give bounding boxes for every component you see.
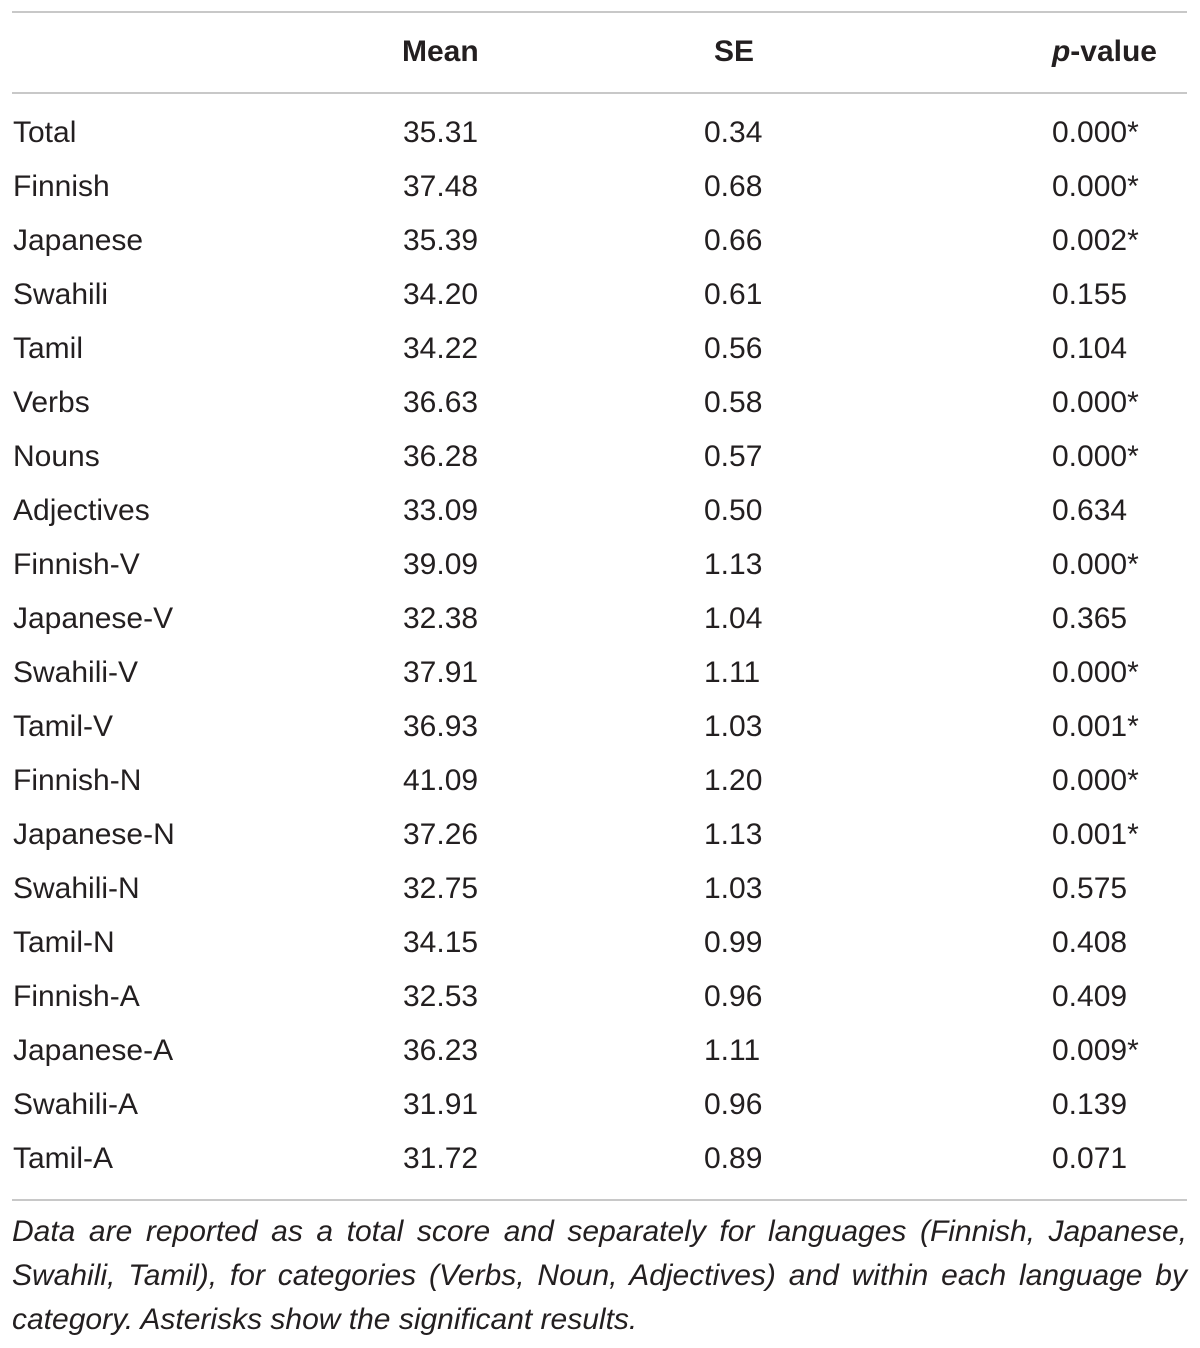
header-rule — [12, 92, 1187, 94]
mean-cell: 32.75 — [403, 872, 479, 905]
se-cell: 1.11 — [704, 1034, 761, 1067]
table-row — [0, 484, 1200, 538]
se-cell: 0.96 — [704, 1088, 763, 1121]
p-value-cell: 0.000* — [1052, 116, 1139, 149]
mean-cell: 34.15 — [403, 926, 479, 959]
p-value-cell: 0.365 — [1052, 602, 1128, 635]
se-cell: 0.89 — [704, 1142, 763, 1175]
table-row — [0, 268, 1200, 322]
se-cell: 1.20 — [704, 764, 763, 797]
row-label-cell: Swahili-A — [13, 1088, 139, 1121]
mean-cell: 32.38 — [403, 602, 479, 635]
row-label-cell: Finnish-A — [13, 980, 140, 1013]
p-value-cell: 0.104 — [1052, 332, 1128, 365]
p-value-suffix: -value — [1070, 35, 1157, 68]
row-label-cell: Swahili-N — [13, 872, 140, 905]
row-label-cell: Japanese-V — [13, 602, 174, 635]
p-value-cell: 0.139 — [1052, 1088, 1128, 1121]
row-label-cell: Tamil — [13, 332, 84, 365]
row-label-cell: Finnish-N — [13, 764, 142, 797]
p-value-cell: 0.408 — [1052, 926, 1128, 959]
p-value-italic-p: p — [1051, 35, 1071, 68]
table-row — [0, 808, 1200, 862]
row-label-cell: Finnish-V — [13, 548, 140, 581]
mean-cell: 34.22 — [403, 332, 479, 365]
p-value-cell: 0.000* — [1052, 440, 1139, 473]
se-cell: 0.99 — [704, 926, 763, 959]
se-cell: 0.66 — [704, 224, 763, 257]
se-cell: 1.03 — [704, 872, 763, 905]
table-bottom-rule — [12, 1199, 1187, 1201]
se-cell: 1.11 — [704, 656, 761, 689]
table-body — [0, 106, 1200, 1186]
table-row — [0, 916, 1200, 970]
mean-cell: 41.09 — [403, 764, 479, 797]
table-row — [0, 646, 1200, 700]
p-value-cell: 0.409 — [1052, 980, 1128, 1013]
table-row — [0, 862, 1200, 916]
table-top-rule — [12, 11, 1187, 13]
p-value-cell: 0.634 — [1052, 494, 1128, 527]
se-cell: 1.03 — [704, 710, 763, 743]
row-label-cell: Swahili-V — [13, 656, 139, 689]
se-cell: 0.61 — [704, 278, 763, 311]
mean-cell: 36.93 — [403, 710, 479, 743]
table-row — [0, 214, 1200, 268]
table-row — [0, 376, 1200, 430]
se-cell: 0.96 — [704, 980, 763, 1013]
p-value-cell: 0.002* — [1052, 224, 1139, 257]
table-row — [0, 970, 1200, 1024]
mean-cell: 36.63 — [403, 386, 479, 419]
row-label-cell: Tamil-N — [13, 926, 115, 959]
p-value-cell: 0.575 — [1052, 872, 1128, 905]
table-row — [0, 322, 1200, 376]
mean-cell: 34.20 — [403, 278, 479, 311]
mean-cell: 37.91 — [403, 656, 479, 689]
table-row — [0, 160, 1200, 214]
table-row — [0, 1024, 1200, 1078]
table-row — [0, 592, 1200, 646]
row-label-cell: Tamil-V — [13, 710, 114, 743]
se-cell: 1.13 — [704, 818, 763, 851]
row-label-cell: Adjectives — [13, 494, 150, 527]
p-value-cell: 0.000* — [1052, 764, 1139, 797]
column-header-p-value — [1052, 30, 1157, 74]
se-cell: 0.34 — [704, 116, 763, 149]
table-footnote: Data are reported as a total score and separately for languages (Finnish, Japanese, Swahili, Tamil), for categories (Verbs, Noun, Adjectives) and within each language by category. Asterisks show the significant results. — [12, 1215, 1187, 1336]
se-cell: 0.56 — [704, 332, 763, 365]
row-label-cell: Swahili — [13, 278, 109, 311]
mean-cell: 36.23 — [403, 1034, 479, 1067]
se-cell: 1.13 — [704, 548, 763, 581]
row-label-cell: Japanese-A — [13, 1034, 174, 1067]
table-row — [0, 538, 1200, 592]
mean-cell: 35.39 — [403, 224, 479, 257]
mean-cell: 33.09 — [403, 494, 479, 527]
mean-cell: 35.31 — [403, 116, 479, 149]
row-label-cell: Nouns — [13, 440, 100, 473]
se-cell: 1.04 — [704, 602, 763, 635]
mean-cell: 37.48 — [403, 170, 479, 203]
table-row — [0, 430, 1200, 484]
mean-cell: 36.28 — [403, 440, 479, 473]
table-row — [0, 1132, 1200, 1186]
mean-cell: 31.72 — [403, 1142, 479, 1175]
row-label-cell: Japanese — [13, 224, 144, 257]
column-header-se: SE — [714, 35, 755, 68]
se-cell: 0.50 — [704, 494, 763, 527]
p-value-cell: 0.009* — [1052, 1034, 1139, 1067]
table-row — [0, 106, 1200, 160]
p-value-cell: 0.001* — [1052, 710, 1139, 743]
p-value-cell: 0.001* — [1052, 818, 1139, 851]
p-value-cell: 0.155 — [1052, 278, 1128, 311]
mean-cell: 31.91 — [403, 1088, 479, 1121]
p-value-cell: 0.000* — [1052, 548, 1139, 581]
p-value-cell: 0.000* — [1052, 656, 1139, 689]
table-row — [0, 754, 1200, 808]
row-label-cell: Finnish — [13, 170, 110, 203]
table-row — [0, 1078, 1200, 1132]
p-value-cell: 0.000* — [1052, 386, 1139, 419]
mean-cell: 32.53 — [403, 980, 479, 1013]
mean-cell: 37.26 — [403, 818, 479, 851]
table-row — [0, 700, 1200, 754]
row-label-cell: Total — [13, 116, 77, 149]
se-cell: 0.68 — [704, 170, 763, 203]
mean-cell: 39.09 — [403, 548, 479, 581]
row-label-cell: Japanese-N — [13, 818, 175, 851]
se-cell: 0.58 — [704, 386, 763, 419]
p-value-cell: 0.071 — [1052, 1142, 1128, 1175]
row-label-cell: Verbs — [13, 386, 90, 419]
row-label-cell: Tamil-A — [13, 1142, 114, 1175]
se-cell: 0.57 — [704, 440, 763, 473]
p-value-cell: 0.000* — [1052, 170, 1139, 203]
column-header-mean: Mean — [402, 35, 479, 68]
